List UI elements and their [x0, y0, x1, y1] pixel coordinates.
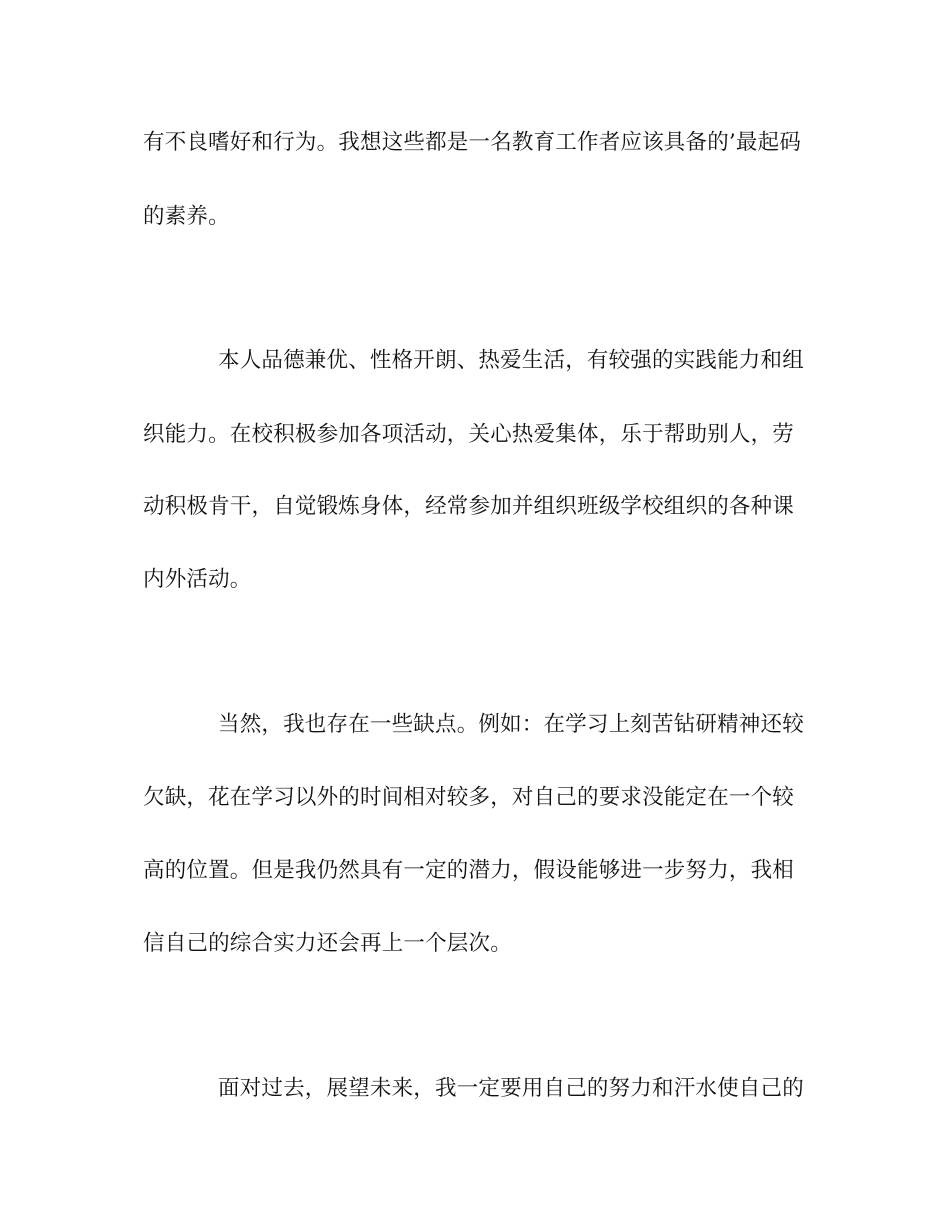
text-line: 织能力。在校积极参加各项活动，关心热爱集体，乐于帮助别人，劳	[143, 422, 795, 447]
text-line: 的素养。	[143, 204, 230, 229]
text-line: 当然，我也存在一些缺点。例如：在学习上刻苦钻研精神还较	[218, 712, 804, 737]
text-line: 高的位置。但是我仍然具有一定的潜力，假设能够进一步努力，我相	[143, 858, 795, 883]
text-line: 面对过去，展望未来，我一定要用自己的努力和汗水使自己的	[218, 1076, 804, 1101]
text-line: 信自己的综合实力还会再上一个层次。	[143, 931, 512, 956]
text-line: 本人品德兼优、性格开朗、热爱生活，有较强的实践能力和组	[218, 348, 804, 373]
text-line: 欠缺，花在学习以外的时间相对较多，对自己的要求没能定在一个较	[143, 785, 795, 810]
text-line: 有不良嗜好和行为。我想这些都是一名教育工作者应该具备的’最起码	[143, 130, 802, 155]
text-line: 动积极肯干，自觉锻炼身体，经常参加并组织班级学校组织的各种课	[143, 494, 795, 519]
text-line: 内外活动。	[143, 567, 252, 592]
